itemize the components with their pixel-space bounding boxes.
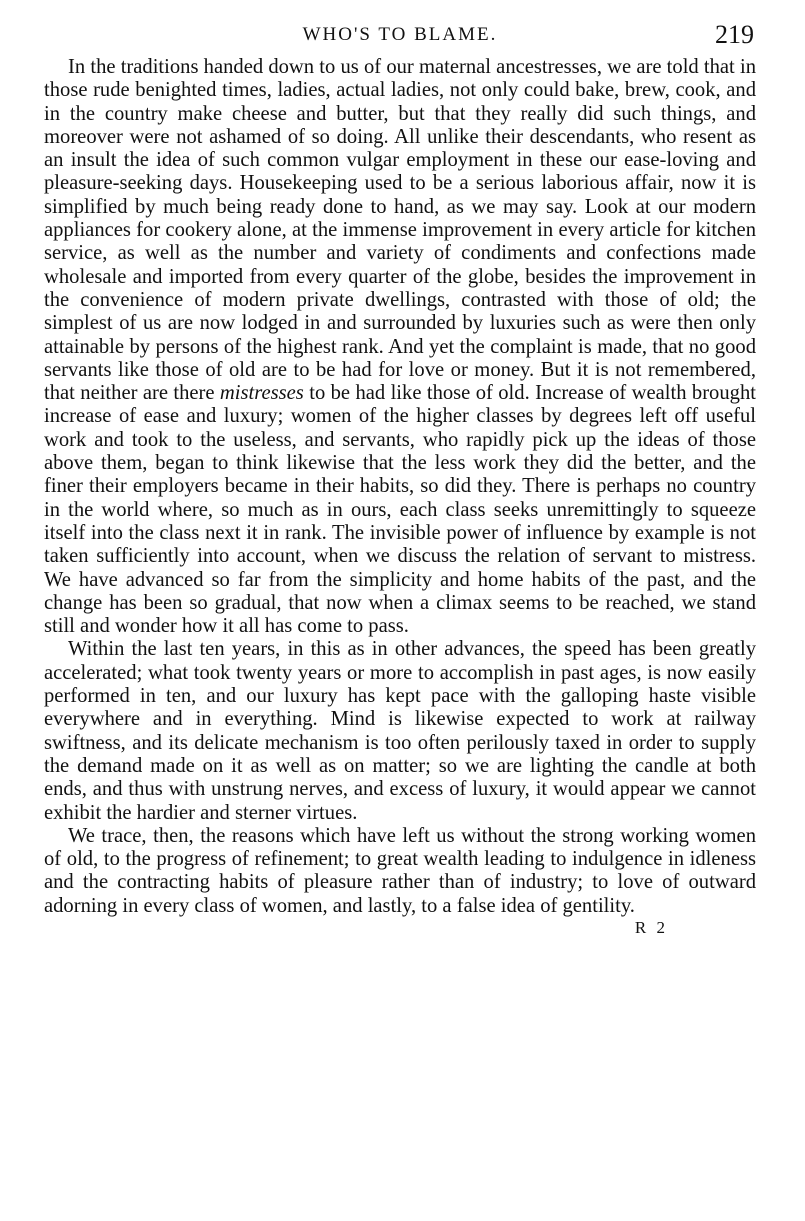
signature-mark: R 2 [634,917,668,937]
text-body [44,56,756,918]
paragraph-1 [44,56,756,638]
paragraph-1-part-b: to be had like those of old. Increase of wealth brought increase of ease and luxury; women of the higher classes by degrees left off useful work and took to the useless, and servants, who rapidly pick up the ideas of those above them, began to think likewise that the less work they did the better, and the finer their employers became in their habits, so did they. There is perhaps no country in the world where, so much as in ours, each class seeks unremittingly to squeeze itself into the class next it in rank. The invisible power of influence by example is not taken sufficiently into account, when we discuss the relation of servant to mistress. We have advanced so far from the simplicity and home habits of the past, and the change has been so gradual, that now when a climax seems to be reached, we stand still and wonder how it all has come to pass. [44,382,756,638]
italic-word: mistresses [219,382,304,405]
book-page [44,20,756,937]
running-title: WHO'S TO BLAME. [302,24,498,45]
paragraph-3: We trace, then, the reasons which have left us without the strong working women of old, to the progress of refinement; to great wealth leading to indulgence in idleness and the contracting habits of pleasure rather than of industry; to love of outward adorning in every class of women, and lastly, to a false idea of gentility. [44,824,756,917]
paragraph-2: Within the last ten years, in this as in other advances, the speed has been greatly accelerated; what took twenty years or more to accomplish in past ages, is now easily performed in ten, and our luxury has kept pace with the galloping haste visible everywhere and in everything. Mind is likewise expected to work at railway swiftness, and its delicate mechanism is too often perilously taxed in order to supply the demand made on it as well as on matter; so we are lighting the candle at both ends, and thus with unstrung nerves, and excess of luxury, it would appear we cannot exhibit the hardier and sterner virtues. [44,638,756,824]
page-number: 219 [715,20,754,49]
paragraph-1-part-a: In the traditions handed down to us of our maternal ancestresses, we are told that in those rude benighted times, ladies, actual ladies, not only could bake, brew, cook, and in the country make cheese and butter, but that they really did such things, and moreover were not ashamed of so doing. All unlike their descendants, who resent as an insult the idea of such common vulgar employment in these our ease-loving and pleasure-seeking days. Housekeeping used to be a serious laborious affair, now it is simplified by much being ready done to hand, as we may say. Look at our modern appliances for cookery alone, at the immense improvement in every article for kitchen service, as well as the number and variety of condiments and confections made wholesale and imported from every quarter of the globe, besides the improvement in the convenience of modern private dwellings, contrasted with those of old; the simplest of us are now lodged in and surrounded by luxuries such as were then only attainable by persons of the highest rank. And yet the complaint is made, that no good servants like those of old are to be had for love or money. But it is not remembered, that neither are there [44,56,756,405]
page-header [44,20,756,56]
